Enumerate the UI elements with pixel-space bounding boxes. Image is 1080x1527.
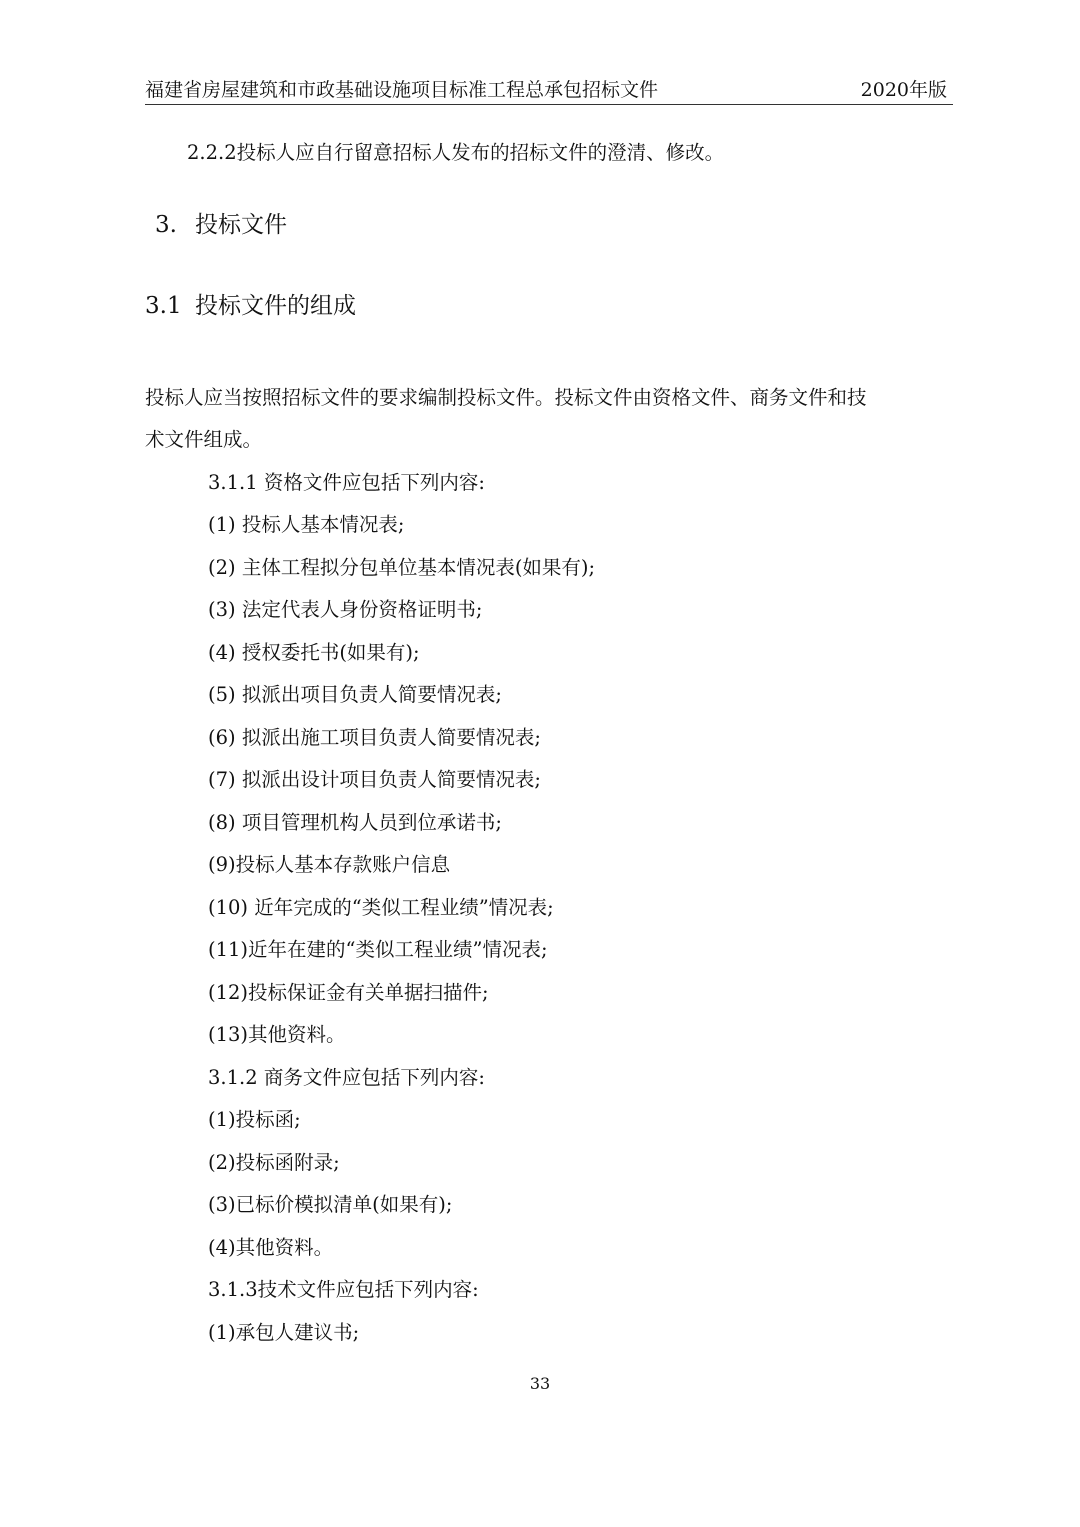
section-number: 3.1 [145, 293, 182, 319]
list-item: (3) 法定代表人身份资格证明书; [208, 598, 483, 621]
subsection-heading-3-1-2: 3.1.2 商务文件应包括下列内容: [208, 1066, 485, 1089]
header-version: 2020年版 [860, 79, 947, 101]
list-item: (2)投标函附录; [208, 1151, 340, 1174]
paragraph-2-2-2: 2.2.2投标人应自行留意招标人发布的招标文件的澄清、修改。 [187, 141, 725, 164]
section-title: 投标文件 [195, 212, 287, 238]
subsection-heading-3-1-1: 3.1.1 资格文件应包括下列内容: [208, 471, 485, 494]
list-item: (10) 近年完成的“类似工程业绩”情况表; [208, 896, 554, 919]
list-item: (1)投标函; [208, 1108, 301, 1131]
list-item: (1) 投标人基本情况表; [208, 513, 405, 536]
intro-line-1: 投标人应当按照招标文件的要求编制投标文件。投标文件由资格文件、商务文件和技 [145, 386, 867, 409]
header-title: 福建省房屋建筑和市政基础设施项目标准工程总承包招标文件 [145, 79, 659, 101]
subsection-heading-3-1-3: 3.1.3技术文件应包括下列内容: [208, 1278, 479, 1301]
list-item: (7) 拟派出设计项目负责人简要情况表; [208, 768, 541, 791]
list-item: (13)其他资料。 [208, 1023, 346, 1046]
list-item: (5) 拟派出项目负责人简要情况表; [208, 683, 502, 706]
list-item: (6) 拟派出施工项目负责人简要情况表; [208, 726, 541, 749]
list-item: (3)已标价模拟清单(如果有); [208, 1193, 453, 1216]
intro-line-2: 术文件组成。 [145, 428, 263, 451]
section-heading-3 [155, 210, 287, 240]
page-number: 33 [529, 1374, 551, 1393]
section-number: 3. [155, 212, 177, 238]
list-item: (4)其他资料。 [208, 1236, 334, 1259]
list-item: (9)投标人基本存款账户信息 [208, 853, 451, 876]
list-item: (4) 授权委托书(如果有); [208, 641, 420, 664]
list-item: (2) 主体工程拟分包单位基本情况表(如果有); [208, 556, 596, 579]
list-item: (12)投标保证金有关单据扫描件; [208, 981, 489, 1004]
list-item: (11)近年在建的“类似工程业绩”情况表; [208, 938, 548, 961]
list-item: (1)承包人建议书; [208, 1321, 360, 1344]
page-header [145, 76, 953, 105]
section-heading-3-1 [145, 291, 356, 321]
section-title: 投标文件的组成 [195, 293, 356, 319]
list-item: (8) 项目管理机构人员到位承诺书; [208, 811, 502, 834]
